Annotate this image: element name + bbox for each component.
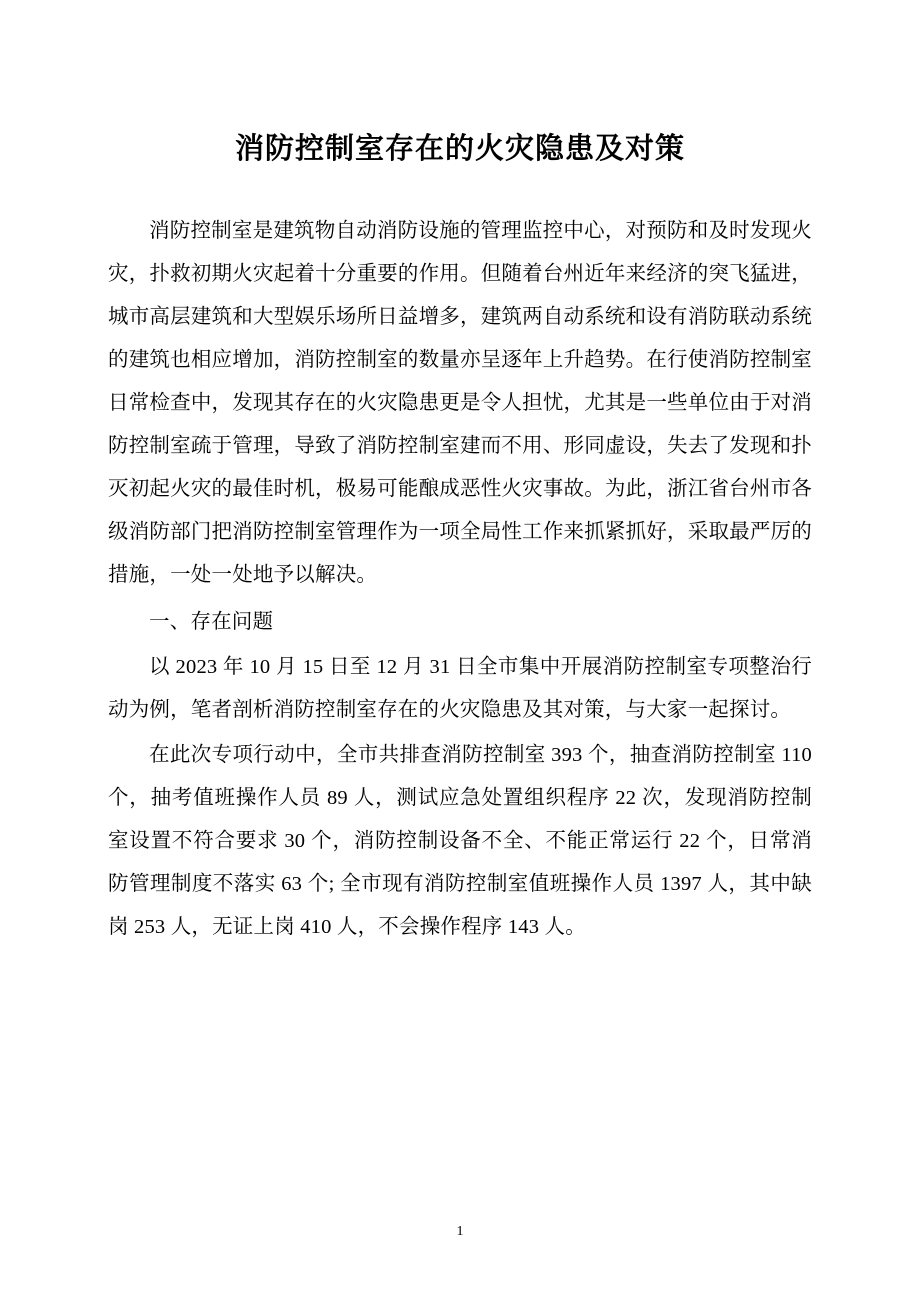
paragraph-campaign-overview: 以 2023 年 10 月 15 日至 12 月 31 日全市集中开展消防控制室专项整治行动为例，笔者剖析消防控制室存在的火灾隐患及其对策，与大家一起探讨。 [108,655,812,721]
paragraph-statistics: 在此次专项行动中，全市共排查消防控制室 393 个，抽查消防控制室 110 个，抽考值班操作人员 89 人，测试应急处置组织程序 22 次，发现消防控制室设置不符合要求 30 个，消防控制设备不全、不能正常运行 22 个，日常消防管理制度不落实 63 个; 全市现有消防控制室值班操作人员 1397 人，其中缺岗 253 人，无证上岗 410 人，不会操作程序 143 人。 [108,743,812,938]
section-heading-existing-problems: 一、存在问题 [149,610,274,633]
paragraph-intro: 消防控制室是建筑物自动消防设施的管理监控中心，对预防和及时发现火灾，扑救初期火灾起着十分重要的作用。但随着台州近年来经济的突飞猛进，城市高层建筑和大型娱乐场所日益增多，建筑两自动系统和设有消防联动系统的建筑也相应增加，消防控制室的数量亦呈逐年上升趋势。在行使消防控制室日常检查中，发现其存在的火灾隐患更是令人担忧，尤其是一些单位由于对消防控制室疏于管理，导致了消防控制室建而不用、形同虚设，失去了发现和扑灭初起火灾的最佳时机，极易可能酿成恶性火灾事故。为此，浙江省台州市各级消防部门把消防控制室管理作为一项全局性工作来抓紧抓好，采取最严厉的措施，一处一处地予以解决。 [108,219,812,586]
page-number: 1 [456,1224,464,1239]
page-title: 消防控制室存在的火灾隐患及对策 [234,131,685,165]
